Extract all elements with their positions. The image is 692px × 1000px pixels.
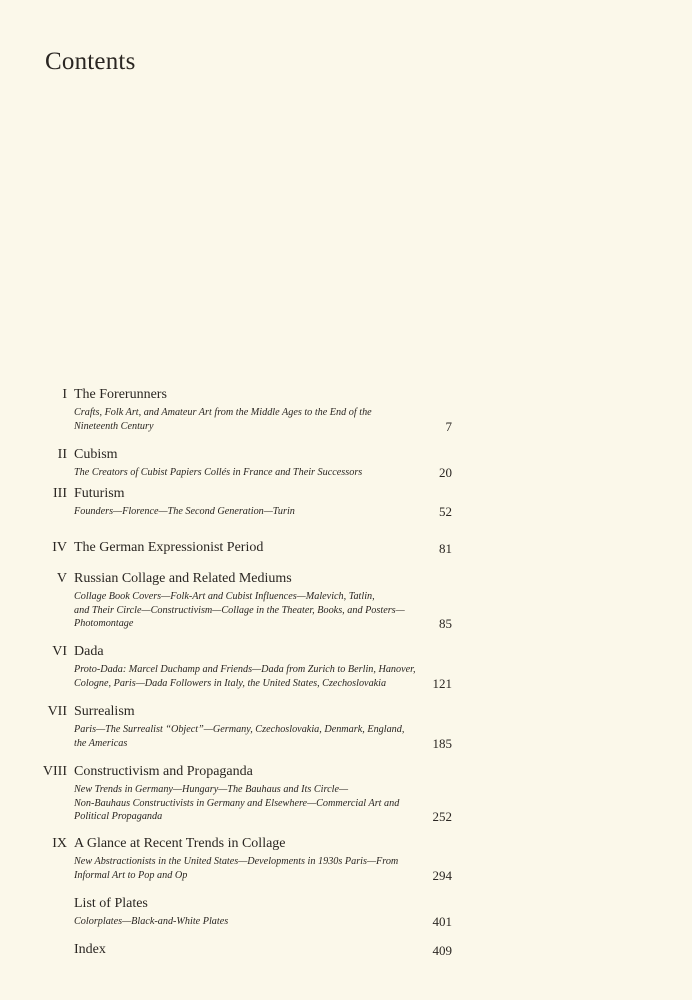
subtitle-line: Paris—The Surrealist “Object”—Germany, Czechoslovakia, Denmark, England, bbox=[74, 724, 405, 735]
subtitle-line: Founders—Florence—The Second Generation—Turin bbox=[74, 506, 295, 517]
chapter-number: I bbox=[62, 387, 67, 402]
chapter-number: II bbox=[57, 447, 67, 462]
subtitle-line: New Trends in Germany—Hungary—The Bauhaus and Its Circle— bbox=[74, 784, 349, 795]
subtitle-line: The Creators of Cubist Papiers Collés in France and Their Successors bbox=[74, 467, 363, 478]
chapter-number: VI bbox=[52, 644, 67, 659]
subtitle-line: Cologne, Paris—Dada Followers in Italy, the United States, Czechoslovakia bbox=[74, 677, 387, 689]
chapter-title[interactable]: Cubism bbox=[74, 447, 118, 462]
subtitle-line: Political Propaganda bbox=[74, 811, 163, 822]
chapter-number: V bbox=[56, 571, 67, 586]
chapter-title[interactable]: Russian Collage and Related Mediums bbox=[74, 571, 292, 586]
subtitle-line: Nineteenth Century bbox=[74, 420, 154, 432]
chapter-number: VIII bbox=[42, 764, 67, 779]
chapter-subtitle bbox=[74, 855, 419, 882]
page-number: 7 bbox=[445, 418, 452, 434]
chapter-subtitle bbox=[74, 663, 419, 690]
chapter-subtitle bbox=[74, 590, 419, 631]
subtitle-line: Proto-Dada: Marcel Duchamp and Friends—Dada from Zurich to Berlin, Hanover, bbox=[74, 664, 416, 675]
subtitle-line: Collage Book Covers—Folk-Art and Cubist Influences—Malevich, Tatlin, bbox=[74, 591, 375, 602]
chapter-subtitle bbox=[74, 406, 419, 433]
subtitle-line: Colorplates—Black-and-White Plates bbox=[74, 916, 229, 927]
page-number: 20 bbox=[439, 465, 452, 480]
page-number: 294 bbox=[432, 867, 452, 883]
subtitle-line: and Their Circle—Constructivism—Collage in the Theater, Books, and Posters— bbox=[74, 604, 405, 616]
chapter-title[interactable]: Surrealism bbox=[74, 704, 135, 719]
chapter-subtitle bbox=[74, 915, 419, 929]
chapter-title[interactable]: Dada bbox=[74, 644, 104, 659]
chapter-title[interactable]: Constructivism and Propaganda bbox=[74, 764, 253, 779]
chapter-title[interactable]: The German Expressionist Period bbox=[74, 540, 264, 555]
chapter-number: VII bbox=[47, 704, 67, 719]
page-number: 85 bbox=[439, 616, 452, 631]
page-number: 185 bbox=[432, 735, 452, 751]
chapter-subtitle bbox=[74, 505, 419, 519]
subtitle-line: Photomontage bbox=[74, 618, 134, 629]
page-title: Contents bbox=[45, 48, 136, 75]
chapter-subtitle bbox=[74, 723, 419, 750]
chapter-subtitle bbox=[74, 466, 419, 480]
chapter-number: IX bbox=[52, 836, 67, 851]
page-number: 121 bbox=[432, 675, 452, 691]
subtitle-line: New Abstractionists in the United States—Developments in 1930s Paris—From bbox=[74, 856, 399, 867]
page-number: 52 bbox=[439, 504, 452, 519]
page-number: 81 bbox=[439, 541, 452, 556]
subtitle-line: Informal Art to Pop and Op bbox=[74, 869, 188, 881]
chapter-number: IV bbox=[52, 540, 67, 555]
chapter-title[interactable]: Index bbox=[74, 942, 106, 957]
page-number: 401 bbox=[432, 914, 452, 929]
page-number: 252 bbox=[432, 809, 452, 824]
chapter-title[interactable]: A Glance at Recent Trends in Collage bbox=[74, 836, 286, 851]
chapter-title[interactable]: The Forerunners bbox=[74, 387, 167, 402]
chapter-subtitle bbox=[74, 783, 419, 824]
subtitle-line: Non-Bauhaus Constructivists in Germany and Elsewhere—Commercial Art and bbox=[74, 797, 400, 809]
page-number: 409 bbox=[432, 943, 452, 958]
subtitle-line: Crafts, Folk Art, and Amateur Art from the Middle Ages to the End of the bbox=[74, 407, 372, 418]
chapter-title[interactable]: List of Plates bbox=[74, 896, 148, 911]
chapter-number: III bbox=[53, 486, 67, 501]
chapter-title[interactable]: Futurism bbox=[74, 486, 125, 501]
subtitle-line: the Americas bbox=[74, 737, 128, 749]
